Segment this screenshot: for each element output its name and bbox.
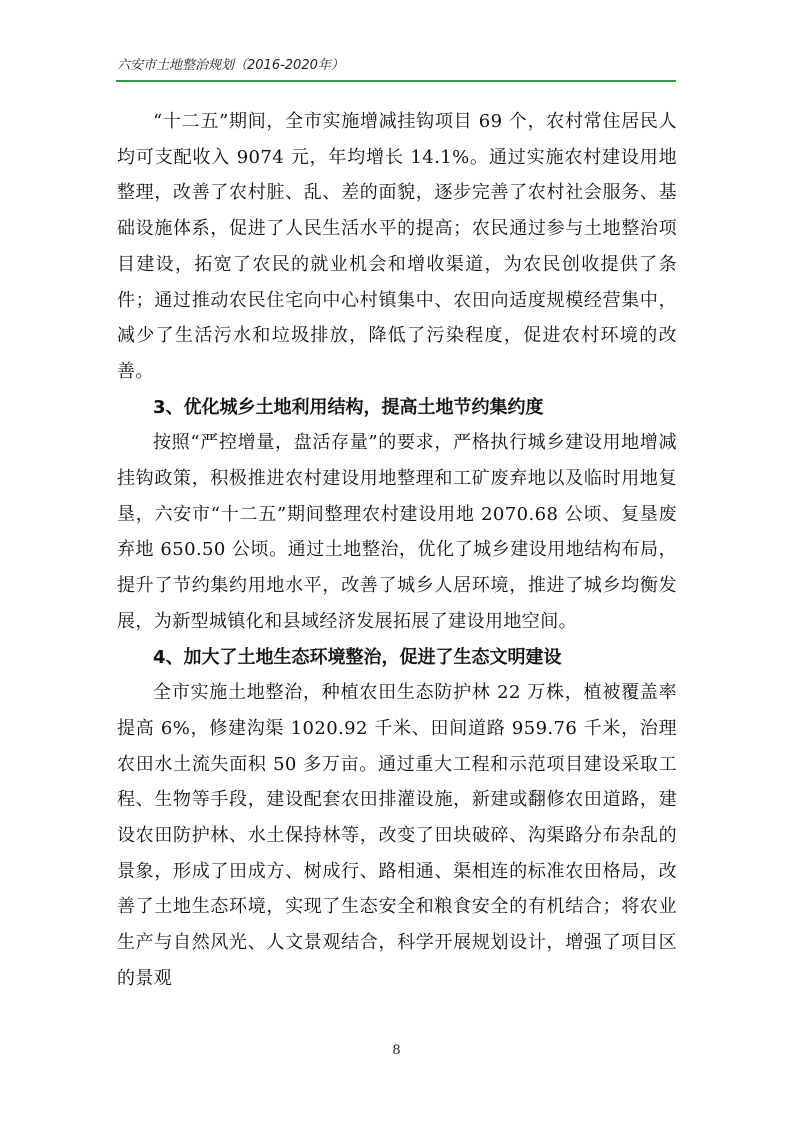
section-heading: 4、加大了土地生态环境整治，促进了生态文明建设	[153, 646, 562, 668]
page-number: 8	[392, 1043, 401, 1058]
paragraph: 全市实施土地整治，种植农田生态防护林 22 万株，植被覆盖率提高 6%，修建沟渠 1020.92 千米、田间道路 959.76 千米，治理农田水土流失面积 50 多万亩。通过重大工程和示范项目建设采取工程、生物等手段，建设配套农田排灌设施，新建或翻修农田道路，建设农田防护林、水土保持林等，改变了田块破碎、沟渠路分布杂乱的景象，形成了田成方、树成行、路相通、渠相连的标准农田格局，改善了土地生态环境，实现了生态安全和粮食安全的有机结合；将农业生产与自然风光、人文景观结合，科学开展规划设计，增强了项目区的景观	[117, 682, 677, 989]
header-rule	[116, 80, 676, 82]
paragraph: 按照“严控增量，盘活存量”的要求，严格执行城乡建设用地增减挂钩政策，积极推进农村建设用地整理和工矿废弃地以及临时用地复垦，六安市“十二五”期间整理农村建设用地 2070.68 公顷、复垦废弃地 650.50 公顷。通过土地整治，优化了城乡建设用地结构布局，提升了节约集约用地水平，改善了城乡人居环境，推进了城乡均衡发展，为新型城镇化和县域经济发展拓展了建设用地空间。	[117, 432, 677, 632]
section-heading: 3、优化城乡土地利用结构，提高土地节约集约度	[153, 396, 544, 418]
document-body	[117, 104, 677, 997]
paragraph: “十二五”期间，全市实施增减挂钩项目 69 个，农村常住居民人均可支配收入 9074 元，年均增长 14.1%。通过实施农村建设用地整理，改善了农村脏、乱、差的面貌，逐步完善了农村社会服务、基础设施体系，促进了人民生活水平的提高；农民通过参与土地整治项目建设，拓宽了农民的就业机会和增收渠道，为农民创收提供了条件；通过推动农民住宅向中心村镇集中、农田向适度规模经营集中，减少了生活污水和垃圾排放，降低了污染程度，促进农村环境的改善。	[117, 111, 677, 382]
running-header: 六安市土地整治规划（2016-2020年）	[117, 58, 344, 73]
